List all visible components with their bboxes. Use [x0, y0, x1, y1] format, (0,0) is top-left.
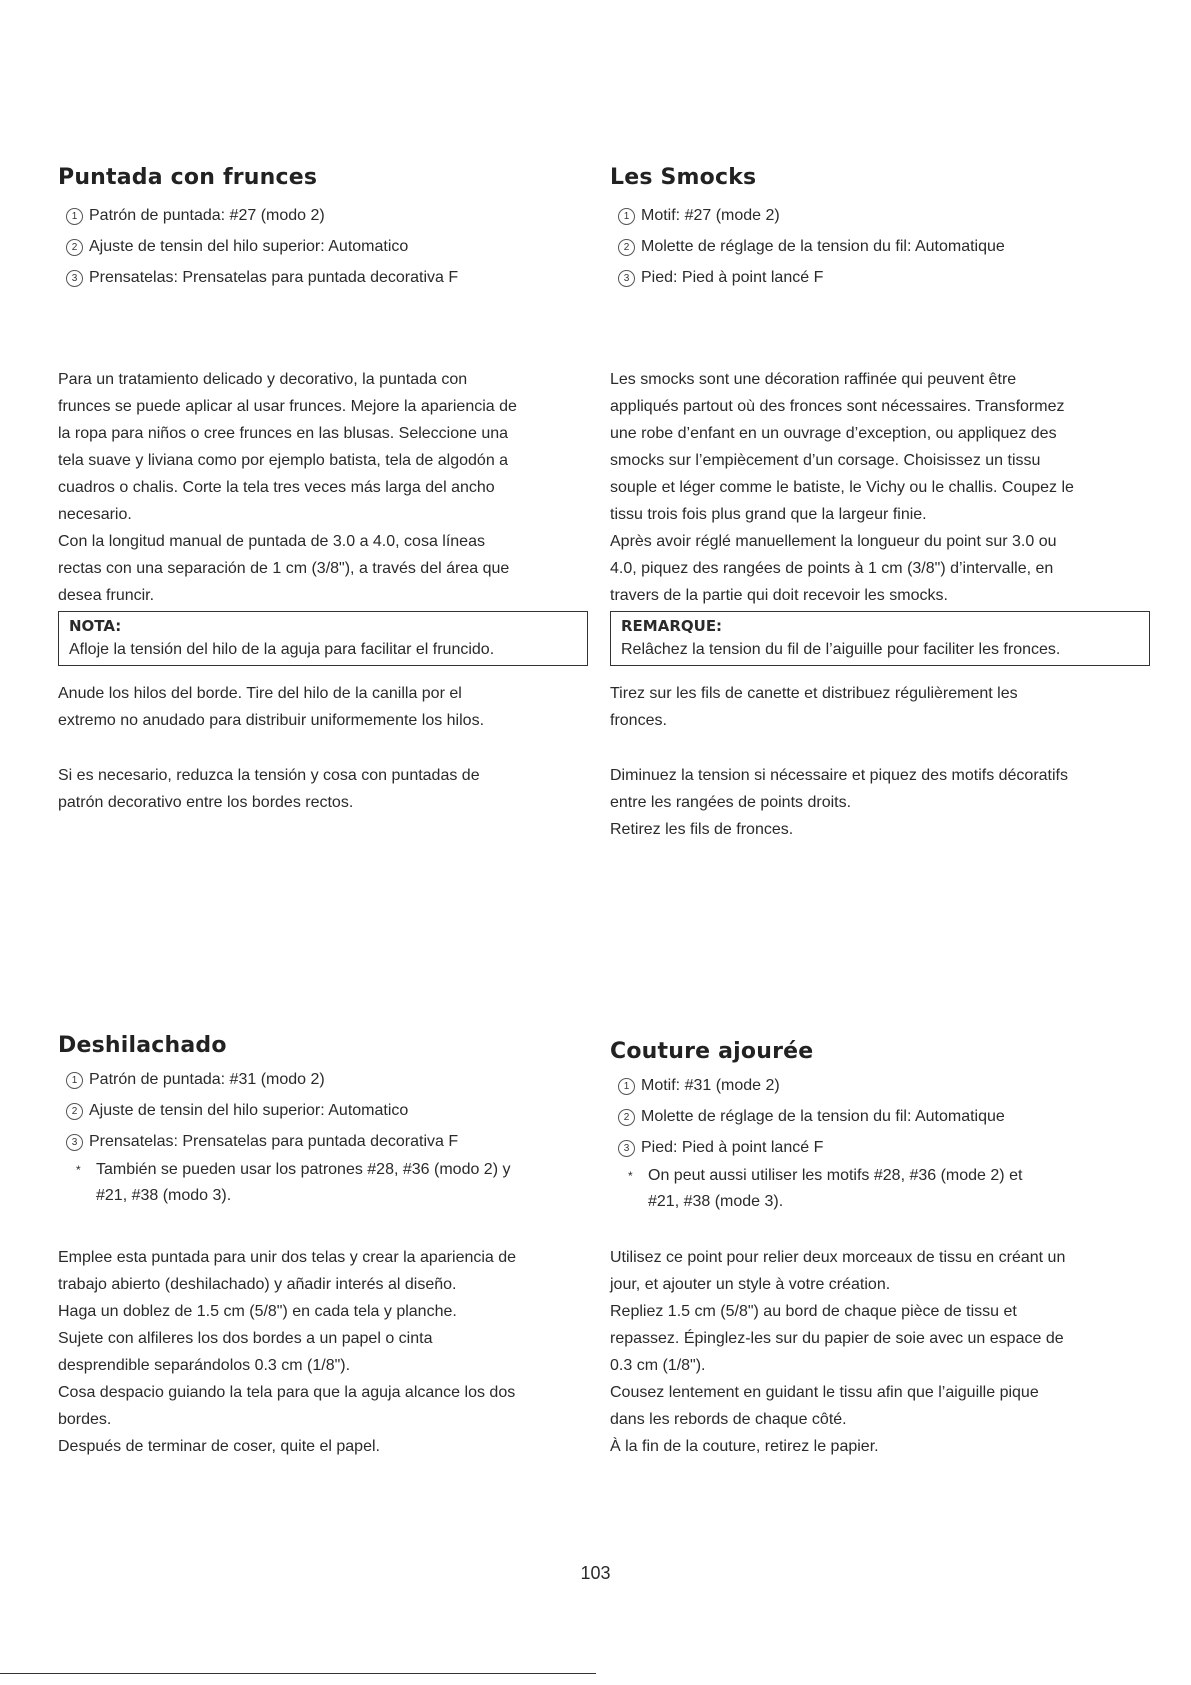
circled-number-icon: 3 [66, 270, 83, 287]
note-line: #21, #38 (modo 3). [96, 1187, 232, 1204]
circled-number-icon: 3 [618, 270, 635, 287]
text-line: desprendible separándolos 0.3 cm (1/8"). [58, 1357, 351, 1374]
circled-number-icon: 1 [66, 208, 83, 225]
setting-text: Ajuste de tensin del hilo superior: Automatico [89, 238, 409, 255]
text-line: travers de la partie qui doit recevoir les smocks. [610, 587, 948, 604]
text-line: Cousez lentement en guidant le tissu afin que l’aiguille pique [610, 1384, 1039, 1401]
es-smocking-intro [58, 366, 588, 609]
setting-text: Ajuste de tensin del hilo superior: Automatico [89, 1102, 409, 1119]
note-title: REMARQUE: [621, 617, 723, 635]
setting-item [618, 262, 1150, 293]
es-fagoting-section [58, 1033, 588, 1208]
note-text: Relâchez la tension du fil de l’aiguille pour faciliter les fronces. [621, 641, 1061, 658]
setting-item [618, 1070, 1150, 1101]
setting-text: Motif: #31 (mode 2) [641, 1077, 780, 1094]
note-title: NOTA: [69, 617, 122, 635]
note-line: On peut aussi utiliser les motifs #28, #36 (mode 2) et [648, 1167, 1023, 1184]
setting-item [66, 262, 588, 293]
es-fagoting-note [66, 1157, 588, 1208]
text-line: Haga un doblez de 1.5 cm (5/8") en cada tela y planche. [58, 1303, 457, 1320]
setting-text: Patrón de puntada: #27 (modo 2) [89, 207, 325, 224]
circled-number-icon: 1 [66, 1072, 83, 1089]
setting-item [66, 1064, 588, 1095]
note-line: También se pueden usar los patrones #28, #36 (modo 2) y [96, 1161, 511, 1178]
circled-number-icon: 1 [618, 1078, 635, 1095]
setting-item [618, 1132, 1150, 1163]
text-line: bordes. [58, 1411, 112, 1428]
text-line: souple et léger comme le batiste, le Vichy ou le challis. Coupez le [610, 479, 1074, 496]
setting-text: Molette de réglage de la tension du fil: Automatique [641, 238, 1005, 255]
text-line: Para un tratamiento delicado y decorativo, la puntada con [58, 371, 468, 388]
text-line: Repliez 1.5 cm (5/8") au bord de chaque pièce de tissu et [610, 1303, 1017, 1320]
fr-fagoting-title: Couture ajourée [610, 1039, 814, 1064]
text-line: appliqués partout où des fronces sont nécessaires. Transformez [610, 398, 1065, 415]
page-number: 103 [580, 1563, 611, 1583]
circled-number-icon: 2 [618, 239, 635, 256]
setting-text: Molette de réglage de la tension du fil: Automatique [641, 1108, 1005, 1125]
text-line: rectas con una separación de 1 cm (3/8"), a través del área que [58, 560, 510, 577]
text-line: Après avoir réglé manuellement la longueur du point sur 3.0 ou [610, 533, 1057, 550]
text-line: Con la longitud manual de puntada de 3.0 a 4.0, cosa líneas [58, 533, 485, 550]
es-note-box [58, 611, 588, 666]
fr-smocking-step1 [610, 680, 1150, 734]
text-line: Anude los hilos del borde. Tire del hilo de la canilla por el [58, 685, 462, 702]
circled-number-icon: 3 [66, 1134, 83, 1151]
fr-smocking-body [610, 366, 1150, 666]
text-line: une robe d’enfant en un ouvrage d’exception, ou appliquez des [610, 425, 1057, 442]
text-line: frunces se puede aplicar al usar frunces. Mejore la apariencia de [58, 398, 517, 415]
text-line: 0.3 cm (1/8"). [610, 1357, 706, 1374]
setting-text: Motif: #27 (mode 2) [641, 207, 780, 224]
setting-text: Pied: Pied à point lancé F [641, 1139, 824, 1156]
text-line: smocks sur l’empiècement d’un corsage. Choisissez un tissu [610, 452, 1041, 469]
text-line: Tirez sur les fils de canette et distribuez régulièrement les [610, 685, 1018, 702]
setting-item [66, 1126, 588, 1157]
es-fagoting-settings [58, 1064, 588, 1157]
setting-text: Prensatelas: Prensatelas para puntada decorativa F [89, 269, 459, 286]
text-line: tela suave y liviana como por ejemplo batista, tela de algodón a [58, 452, 509, 469]
circled-number-icon: 3 [618, 1140, 635, 1157]
text-line: Diminuez la tension si nécessaire et piquez des motifs décoratifs [610, 767, 1068, 784]
circled-number-icon: 1 [618, 208, 635, 225]
es-smocking-body [58, 366, 588, 666]
setting-item [66, 231, 588, 262]
text-line: necesario. [58, 506, 132, 523]
fr-smocking-intro [610, 366, 1150, 609]
text-line: 4.0, piquez des rangées de points à 1 cm (3/8") d’intervalle, en [610, 560, 1054, 577]
text-line: jour, et ajouter un style à votre création. [610, 1276, 891, 1293]
setting-item [66, 200, 588, 231]
text-line: Sujete con alfileres los dos bordes a un papel o cinta [58, 1330, 433, 1347]
setting-text: Patrón de puntada: #31 (modo 2) [89, 1071, 325, 1088]
es-fagoting-body [58, 1244, 588, 1460]
text-line: Les smocks sont une décoration raffinée qui peuvent être [610, 371, 1017, 388]
text-line: Cosa despacio guiando la tela para que la aguja alcance los dos [58, 1384, 516, 1401]
fr-smocking-settings [610, 200, 1150, 293]
fr-fagoting-section [610, 1039, 1150, 1214]
text-line: cuadros o chalis. Corte la tela tres veces más larga del ancho [58, 479, 495, 496]
text-line: fronces. [610, 712, 667, 729]
text-line: entre les rangées de points droits. [610, 794, 852, 811]
es-smocking-section [58, 165, 588, 293]
es-smocking-title: Puntada con frunces [58, 165, 318, 190]
setting-text: Prensatelas: Prensatelas para puntada decorativa F [89, 1133, 459, 1150]
text-line: tissu trois fois plus grand que la largeur finie. [610, 506, 927, 523]
es-smocking-step1 [58, 680, 588, 734]
text-line: desea fruncir. [58, 587, 155, 604]
bottom-rule [0, 1673, 596, 1674]
text-line: extremo no anudado para distribuir uniformemente los hilos. [58, 712, 485, 729]
es-fagoting-title: Deshilachado [58, 1033, 227, 1058]
fr-note-box [610, 611, 1150, 666]
fr-fagoting-settings [610, 1070, 1150, 1163]
circled-number-icon: 2 [66, 239, 83, 256]
es-smocking-step2 [58, 762, 588, 816]
fr-smocking-step2 [610, 762, 1150, 843]
text-line: patrón decorativo entre los bordes rectos. [58, 794, 354, 811]
fr-fagoting-note [618, 1163, 1150, 1214]
es-smocking-settings [58, 200, 588, 293]
text-line: Después de terminar de coser, quite el papel. [58, 1438, 380, 1455]
setting-item [618, 1101, 1150, 1132]
text-line: trabajo abierto (deshilachado) y añadir interés al diseño. [58, 1276, 457, 1293]
text-line: Emplee esta puntada para unir dos telas y crear la apariencia de [58, 1249, 517, 1266]
text-line: Si es necesario, reduzca la tensión y cosa con puntadas de [58, 767, 480, 784]
fr-smocking-title: Les Smocks [610, 165, 757, 190]
asterisk-icon: * [628, 1169, 633, 1183]
text-line: dans les rebords de chaque côté. [610, 1411, 847, 1428]
circled-number-icon: 2 [618, 1109, 635, 1126]
setting-item [618, 231, 1150, 262]
asterisk-icon: * [76, 1163, 81, 1177]
text-line: repassez. Épinglez-les sur du papier de soie avec un espace de [610, 1330, 1064, 1347]
fr-smocking-section [610, 165, 1150, 293]
setting-text: Pied: Pied à point lancé F [641, 269, 824, 286]
circled-number-icon: 2 [66, 1103, 83, 1120]
fr-fagoting-body [610, 1244, 1150, 1460]
text-line: Utilisez ce point pour relier deux morceaux de tissu en créant un [610, 1249, 1066, 1266]
text-line: la ropa para niños o cree frunces en las blusas. Seleccione una [58, 425, 509, 442]
text-line: À la fin de la couture, retirez le papier. [610, 1438, 879, 1455]
setting-item [66, 1095, 588, 1126]
text-line: Retirez les fils de fronces. [610, 821, 794, 838]
note-text: Afloje la tensión del hilo de la aguja para facilitar el fruncido. [69, 641, 495, 658]
setting-item [618, 200, 1150, 231]
note-line: #21, #38 (mode 3). [648, 1193, 784, 1210]
